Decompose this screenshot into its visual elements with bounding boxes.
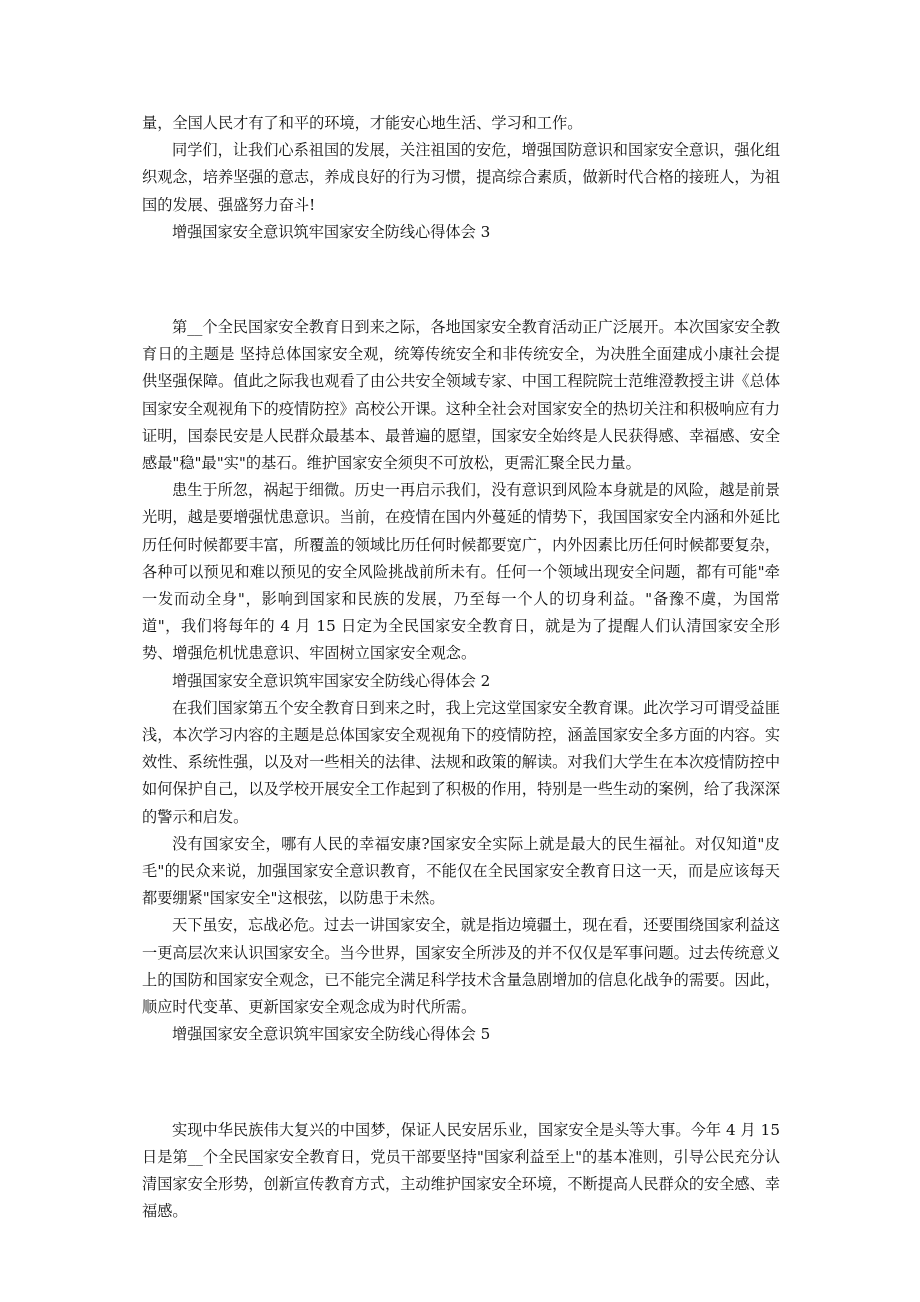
paragraph-5: 在我们国家第五个安全教育日到来之时，我上完这堂国家安全教育课。此次学习可谓受益匪浅，本次学习内容的主题是总体国家安全观视角下的疫情防控，涵盖国家安全多方面的内容。实效性、系统性强，以及对一些相关的法律、法规和政策的解读。对我们大学生在本次疫情防控中如何保护自己，以及学校开展安全工作起到了积极的作用，特别是一些生动的案例，给了我深深的警示和启发。: [142, 698, 780, 826]
section-heading-3: 增强国家安全意识筑牢国家安全防线心得体会 3: [172, 222, 491, 241]
paragraph-8: 实现中华民族伟大复兴的中国梦，保证人民安居乐业，国家安全是头等大事。今年 4 月 15 日是第__个全民国家安全教育日，党员干部要坚持"国家利益至上"的基本准则，引导公民充分认清国家安全形势，创新宣传教育方式，主动维护国家安全环境，不断提高人民群众的安全感、幸福感。: [142, 1120, 780, 1221]
paragraph-4: 患生于所忽，祸起于细微。历史一再启示我们，没有意识到风险本身就是的风险，越是前景光明，越是要增强忧患意识。当前，在疫情在国内外蔓延的情势下，我国国家安全内涵和外延比历任何时候都要丰富，所覆盖的领域比历任何时候都要宽广，内外因素比历任何时候都要复杂，各种可以预见和难以预见的安全风险挑战前所未有。任何一个领域出现安全问题，都有可能"牵一发而动全身"，影响到国家和民族的发展，乃至每一个人的切身利益。"备豫不虞，为国常道"，我们将每年的 4 月 15 日定为全民国家安全教育日，就是为了提醒人们认清国家安全形势、增强危机忧患意识、牢固树立国家安全观念。: [142, 481, 780, 663]
blank-space: [142, 1049, 780, 1117]
blank-space: [142, 246, 780, 314]
paragraph-3: 第__个全民国家安全教育日到来之际，各地国家安全教育活动正广泛展开。本次国家安全教育日的主题是 坚持总体国家安全观，统筹传统安全和非传统安全，为决胜全面建成小康社会提供坚强保障。值此之际我也观看了由公共安全领域专家、中国工程院院士范维澄教授主讲《总体国家安全观视角下的疫情防控》高校公开课。这种全社会对国家安全的热切关注和积极响应有力证明，国泰民安是人民群众最基本、最普遍的愿望，国家安全始终是人民获得感、幸福感、安全感最"稳"最"实"的基石。维护国家安全须臾不可放松，更需汇聚全民力量。: [142, 318, 780, 473]
paragraph-1: 量，全国人民才有了和平的环境，才能安心地生活、学习和工作。: [142, 114, 583, 132]
section-heading-2: 增强国家安全意识筑牢国家安全防线心得体会 2: [172, 671, 491, 690]
document-body: [142, 110, 780, 1225]
paragraph-6: 没有国家安全，哪有人民的幸福安康?国家安全实际上就是最大的民生福祉。对仅知道"皮毛"的民众来说，加强国家安全意识教育，不能仅在全民国家安全教育日这一天，而是应该每天都要绷紧"国家安全"这根弦，以防患于未然。: [142, 834, 780, 908]
section-heading-5: 增强国家安全意识筑牢国家安全防线心得体会 5: [172, 1025, 491, 1044]
paragraph-2: 同学们，让我们心系祖国的发展，关注祖国的安危，增强国防意识和国家安全意识，强化组织观念，培养坚强的意志，养成良好的行为习惯，提高综合素质，做新时代合格的接班人，为祖国的发展、强盛努力奋斗!: [142, 141, 780, 214]
paragraph-7: 天下虽安，忘战必危。过去一讲国家安全，就是指边境疆土，现在看，还要围绕国家利益这一更高层次来认识国家安全。当今世界，国家安全所涉及的并不仅仅是军事问题。过去传统意义上的国防和国家安全观念，已不能完全满足科学技术含量急剧增加的信息化战争的需要。因此，顺应时代变革、更新国家安全观念成为时代所需。: [142, 916, 780, 1017]
